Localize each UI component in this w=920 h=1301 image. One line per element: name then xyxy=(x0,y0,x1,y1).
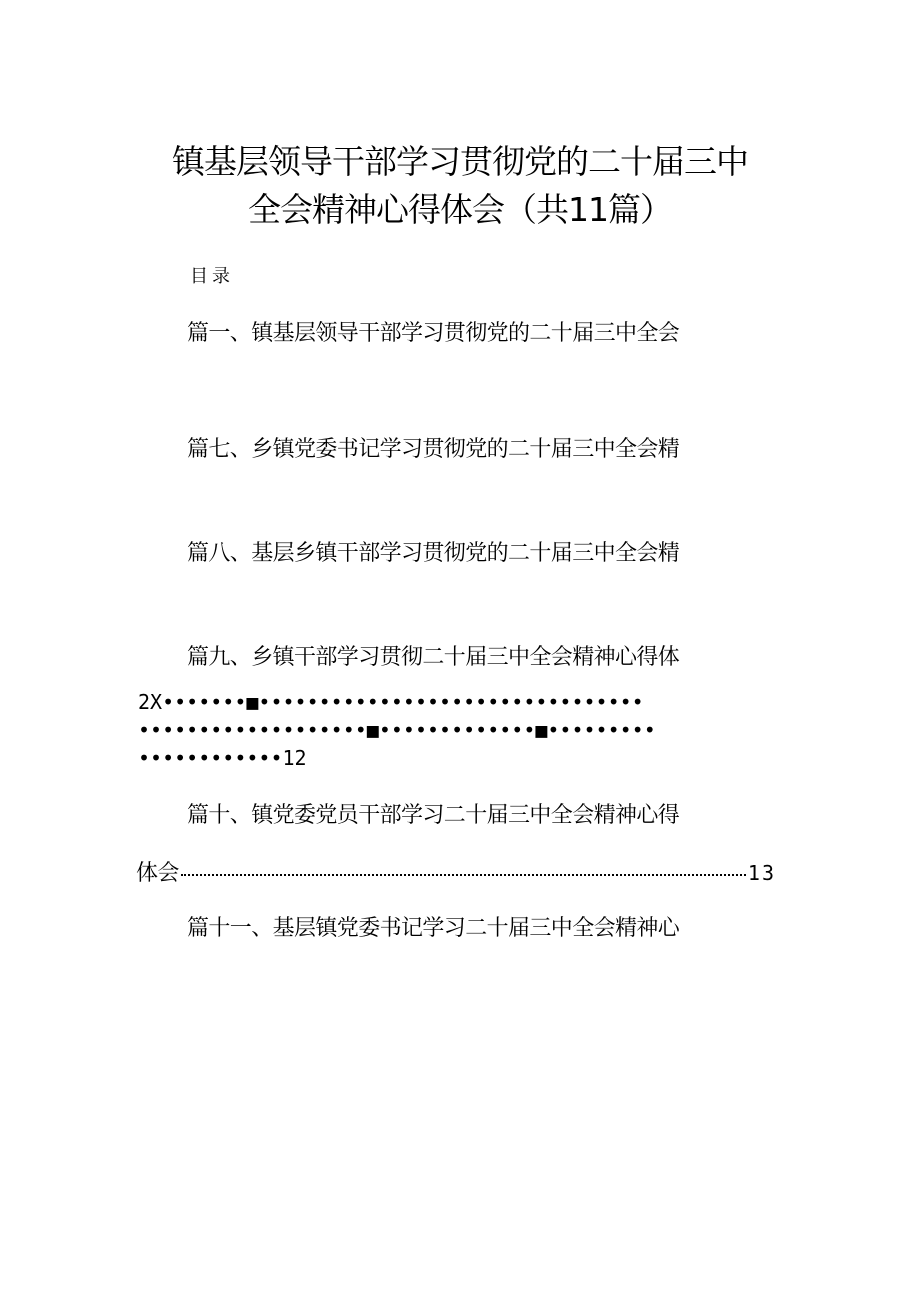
toc-heading: 目录 xyxy=(190,266,234,287)
toc-entry-7[interactable]: 篇七、乡镇党委书记学习贯彻党的二十届三中全会精 xyxy=(187,437,680,462)
document-title-line-1: 镇基层领导干部学习贯彻党的二十届三中 xyxy=(172,142,748,181)
toc-leader-line-2: •••••••••••••••••••■•••••••••••••■••••••••• xyxy=(138,718,656,742)
document-title-line-2: 全会精神心得体会（共11篇） xyxy=(248,190,672,229)
toc-entry-10-continuation xyxy=(136,856,776,884)
toc-entry-8[interactable]: 篇八、基层乡镇干部学习贯彻党的二十届三中全会精 xyxy=(187,541,680,566)
toc-leader-line-3: ••••••••••••12 xyxy=(138,746,307,770)
toc-entry-11[interactable]: 篇十一、基层镇党委书记学习二十届三中全会精神心 xyxy=(187,916,680,941)
toc-entry-10-tail: 体会 xyxy=(136,861,179,886)
dotted-leader xyxy=(181,874,746,876)
toc-entry-10[interactable]: 篇十、镇党委党员干部学习二十届三中全会精神心得 xyxy=(187,803,680,828)
toc-entry-1[interactable]: 篇一、镇基层领导干部学习贯彻党的二十届三中全会 xyxy=(187,321,680,346)
toc-entry-9[interactable]: 篇九、乡镇干部学习贯彻二十届三中全会精神心得体 xyxy=(187,645,680,670)
toc-page-number: 13 xyxy=(747,861,776,885)
toc-leader-line-1: 2X•••••••■•••••••••••••••••••••••••••••••• xyxy=(138,690,644,714)
